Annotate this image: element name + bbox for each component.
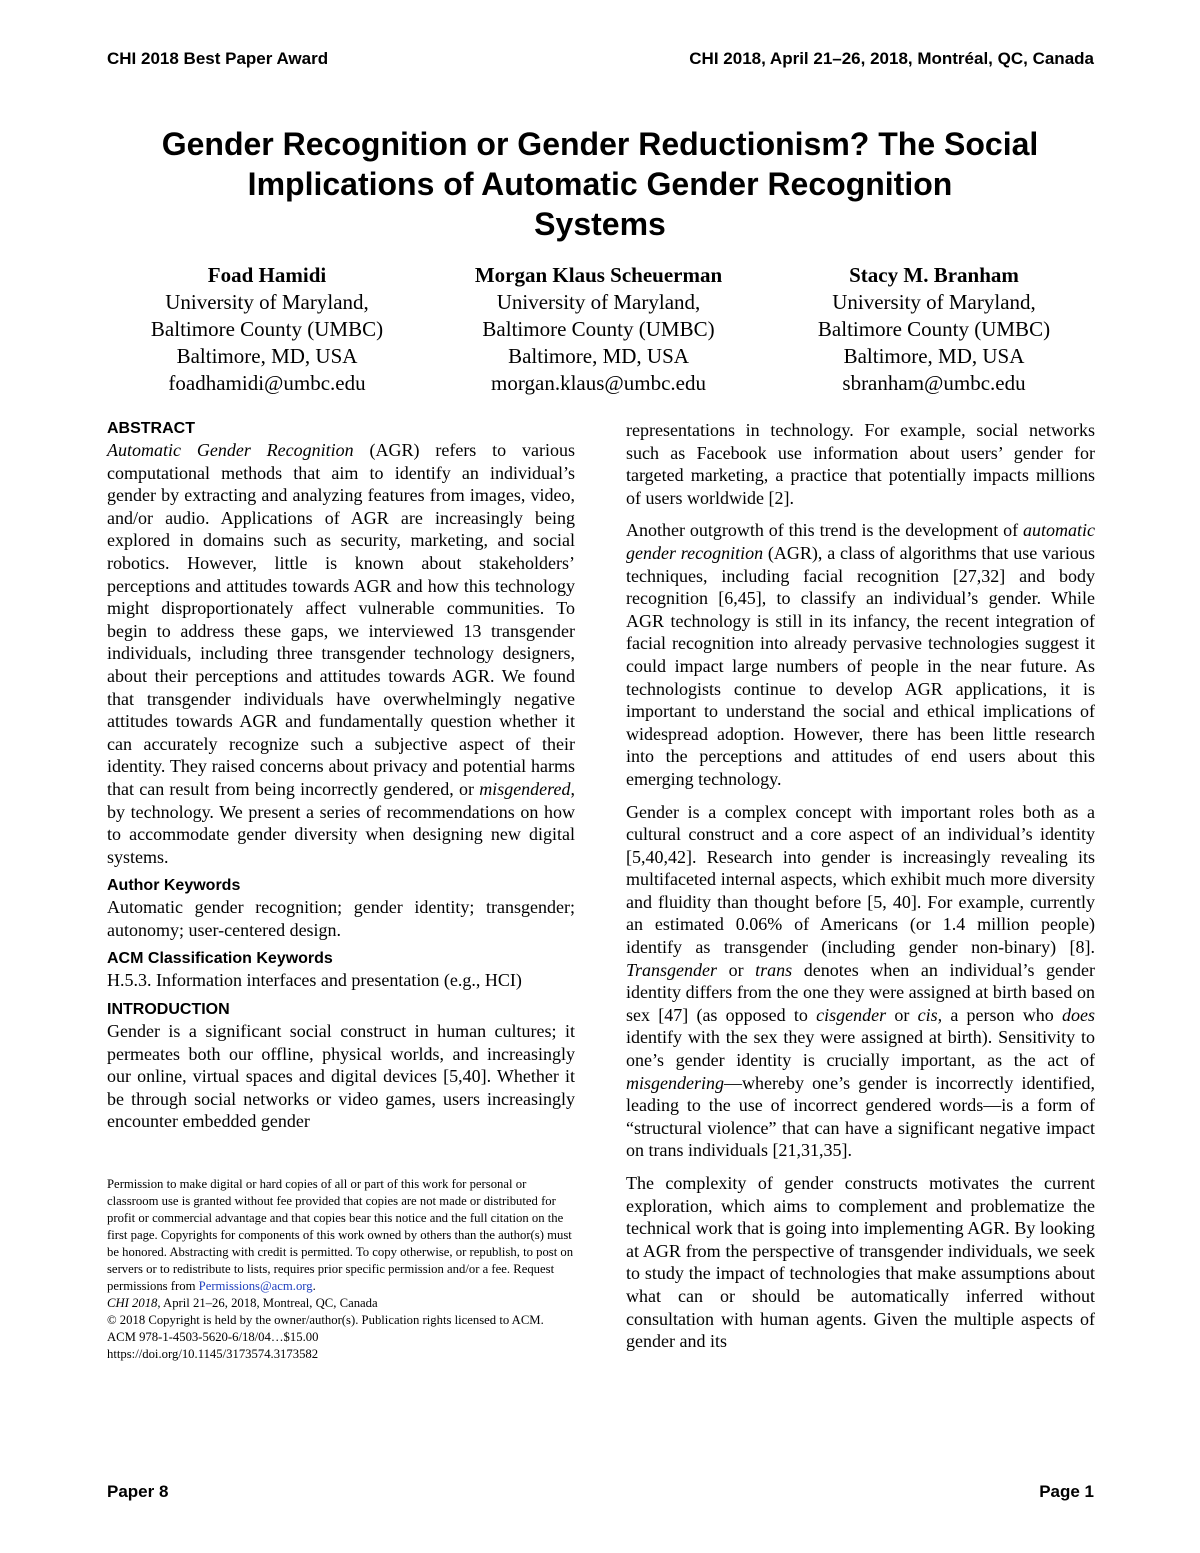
keywords-text: Automatic gender recognition; gender identity; transgender; autonomy; user-centered design. bbox=[107, 897, 575, 940]
author-affiliation: University of Maryland, bbox=[496, 290, 701, 314]
abstract-text: Automatic Gender Recognition (AGR) refers to various computational methods that aim to identify an individual’s gender by extracting and analyzing features from images, video, and/or audio. Applications of AGR are increasingly being explored in domains such as security, marketing, and social robotics. However, little is known about stakeholders’ perceptions and attitudes towards AGR and how this technology might disproportionately affect vulnerable communities. To begin to address these gaps, we interviewed 13 transgender individuals, including three transgender technology designers, about their perceptions and attitudes towards AGR. We found that transgender individuals have overwhelmingly negative attitudes towards AGR and fundamentally question whether it can accurately recognize such a subjective aspect of their identity. They raised concerns about privacy and potential harms that can result from being incorrectly gendered, or misgendered, by technology. We present a series of recommendations on how to accommodate gender diversity when designing new digital systems. bbox=[107, 440, 576, 867]
keywords-heading: Author Keywords bbox=[107, 877, 241, 895]
running-header-left: CHI 2018 Best Paper Award bbox=[107, 49, 329, 68]
author-1 bbox=[105, 262, 429, 397]
acm-heading: ACM Classification Keywords bbox=[107, 950, 333, 968]
paper-title bbox=[60, 124, 1140, 244]
left-column bbox=[107, 418, 575, 1133]
author-2 bbox=[429, 262, 768, 397]
right-column bbox=[626, 419, 1095, 1353]
permissions-link[interactable]: Permissions@acm.org bbox=[198, 1279, 313, 1293]
permission-text: Permission to make digital or hard copies of all or part of this work for personal or classroom use is granted without fee provided that copies are not made or distributed for profit or commercial advantage and that copies bear this notice and the full citation on the first page. Copyrights for components of this work owned by others than the author(s) must be honored. Abstracting with credit is permitted. To copy otherwise, or republish, to post on servers or to redistribute to lists, requires prior specific permission and/or a fee. Request permissions from Permissions@acm.org. bbox=[107, 1177, 574, 1293]
paragraph: Another outgrowth of this trend is the development of automatic gender recognition (AGR), a class of algorithms that use various techniques, including facial recognition [27,32] and body recognition [6,45], to classify an individual’s gender. While AGR technology is still in its infancy, the recent integration of facial recognition into already pervasive technologies suggest it could impact large numbers of people in the near future. As technologists continue to develop AGR applications, it is important to understand the social and ethical implications of widespread adoption. However, there has been little research into the perceptions and attitudes of end users about this emerging technology. bbox=[626, 520, 1095, 789]
doi-link[interactable]: https://doi.org/10.1145/3173574.3173582 bbox=[107, 1347, 319, 1361]
paragraph: representations in technology. For example, social networks such as Facebook use information about users’ gender for targeted marketing, a practice that potentially impacts millions of users worldwide [2]. bbox=[626, 420, 1095, 508]
author-email: foadhamidi@umbc.edu bbox=[168, 371, 366, 395]
footer-page-number: Page 1 bbox=[1039, 1482, 1094, 1501]
acm-text: H.5.3. Information interfaces and presentation (e.g., HCI) bbox=[107, 970, 522, 991]
conference-info: CHI 2018, April 21–26, 2018, Montreal, QC, Canada bbox=[107, 1296, 378, 1310]
permission-block bbox=[107, 1176, 575, 1363]
author-affiliation: Baltimore County (UMBC) bbox=[150, 317, 384, 341]
introduction-heading: INTRODUCTION bbox=[107, 1001, 230, 1019]
abstract-heading: ABSTRACT bbox=[107, 420, 195, 437]
title-line-1: Gender Recognition or Gender Reductionism? The Social bbox=[161, 126, 1039, 162]
author-name: Foad Hamidi bbox=[207, 263, 327, 287]
author-email: sbranham@umbc.edu bbox=[842, 371, 1026, 395]
title-line-2: Implications of Automatic Gender Recognition bbox=[247, 166, 953, 202]
author-name: Stacy M. Branham bbox=[849, 263, 1019, 287]
introduction-text: Gender is a significant social construct in human cultures; it permeates both our offline, physical worlds, and increasingly our online, virtual spaces and digital devices [5,40]. Whether it be through social networks or video games, users increasingly encounter embedded gender bbox=[107, 1021, 575, 1132]
footer-paper-number: Paper 8 bbox=[107, 1482, 169, 1501]
paragraph: Gender is a complex concept with important roles both as a cultural construct and a core aspect of an individual’s identity [5,40,42]. Research into gender is increasingly revealing its multifaceted internal aspects, which exhibit much more diversity and fluidity than thought before [5, 40]. For example, currently an estimated 0.06% of Americans (or 1.4 million people) identify as transgender (including gender non-binary) [8]. Transgender or trans denotes when an individual’s gender identity differs from the one they were assigned at birth based on sex [47] (as opposed to cisgender or cis, a person who does identify with the sex they were assigned at birth). Sensitivity to one’s gender identity is crucially important, as the act of misgendering—whereby one’s gender is incorrectly identified, leading to the use of incorrect gendered words––is a form of “structural violence” that can have a significant negative impact on trans individuals [21,31,35]. bbox=[626, 801, 1096, 1161]
author-location: Baltimore, MD, USA bbox=[843, 344, 1025, 368]
abstract-term: Automatic Gender Recognition bbox=[107, 440, 354, 460]
paragraph: The complexity of gender constructs motivates the current exploration, which aims to complement and problematize the technical work that is going into implementing AGR. By looking at AGR from the perspective of transgender individuals, we seek to study the impact of technologies that make assumptions about what can or should be automatically inferred without consultation with human agents. Given the multiple aspects of gender and its bbox=[626, 1173, 1095, 1352]
author-location: Baltimore, MD, USA bbox=[176, 344, 358, 368]
author-affiliation: University of Maryland, bbox=[165, 290, 369, 314]
copyright-text: © 2018 Copyright is held by the owner/author(s). Publication rights licensed to ACM. ACM 978-1-4503-5620-6/18/04…$15.00 bbox=[107, 1313, 544, 1344]
author-block bbox=[100, 262, 1100, 397]
author-affiliation: Baltimore County (UMBC) bbox=[817, 317, 1051, 341]
author-email: morgan.klaus@umbc.edu bbox=[491, 371, 706, 395]
author-name: Morgan Klaus Scheuerman bbox=[474, 263, 723, 287]
author-3 bbox=[768, 262, 1100, 397]
running-header-right: CHI 2018, April 21–26, 2018, Montréal, QC, Canada bbox=[689, 49, 1094, 68]
author-location: Baltimore, MD, USA bbox=[508, 344, 689, 368]
title-line-3: Systems bbox=[534, 206, 666, 242]
author-affiliation: University of Maryland, bbox=[832, 290, 1036, 314]
abstract-term-misgendered: misgendered bbox=[479, 778, 571, 799]
author-affiliation: Baltimore County (UMBC) bbox=[482, 317, 715, 341]
